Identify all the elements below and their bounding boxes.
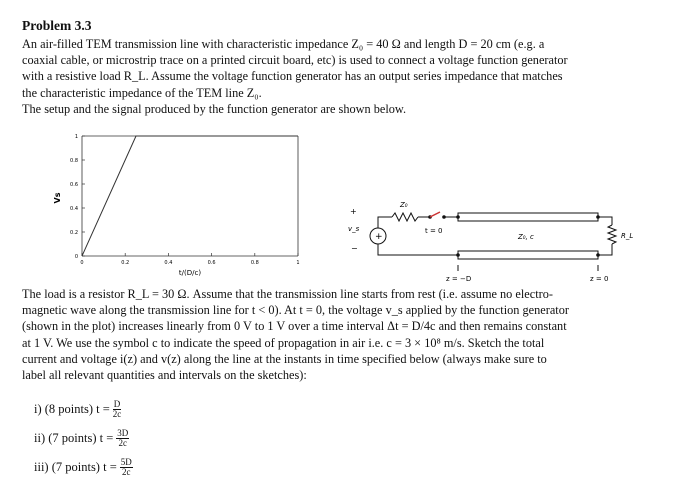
body-line: The load is a resistor R_L = 30 Ω. Assume that the transmission line starts from rest (i.e. assume no electro- <box>22 287 553 301</box>
x-tick-label: 0.8 <box>250 260 259 266</box>
plot-xlabel: t/(D/c) <box>178 269 202 277</box>
circuit-diagram <box>340 195 640 285</box>
question-label: i) (8 points) t = <box>34 402 110 416</box>
intro-line: An air-filled TEM transmission line with characteristic impedance Z₀ = 40 Ω and length D = 20 cm (e.g. a <box>22 37 545 51</box>
load-resistor <box>608 225 616 244</box>
question-item <box>34 395 133 424</box>
body-line: (shown in the plot) increases linearly from 0 V to 1 V over a time interval Δt = D/4c and then remains constant <box>22 319 567 334</box>
switch-label: t = 0 <box>425 227 443 235</box>
time-fraction: $\frac{D}{2c}$ <box>112 399 122 419</box>
x-tick-label: 0 <box>80 260 84 266</box>
x-tick-label: 0.4 <box>164 260 173 266</box>
y-tick-label: 0.4 <box>70 206 78 212</box>
x-tick-label: 0.6 <box>207 260 216 266</box>
y-tick-label: 1 <box>74 134 78 140</box>
time-fraction: $\frac{3D}{2c}$ <box>117 428 129 448</box>
body-line: at 1 V. We use the symbol c to indicate the speed of propagation in air i.e. c = 3 × 10⁸ m/s. Sketch the total <box>22 335 545 350</box>
pos-right-label: z = 0 <box>590 275 609 283</box>
source-plus: + <box>350 207 357 216</box>
intro-line: coaxial cable, or microstrip trace on a printed circuit board, etc) is used to connect a voltage function generator <box>22 53 568 68</box>
svg-text:+: + <box>375 232 383 242</box>
intro-line: The setup and the signal produced by the function generator are shown below. <box>22 101 407 116</box>
question-label: ii) (7 points) t = <box>34 431 114 445</box>
z0-label: Z₀ <box>400 201 408 209</box>
series-resistor <box>392 213 418 221</box>
problem-body <box>22 286 682 383</box>
source-voltage-plot <box>48 128 308 278</box>
source-label: v_s <box>348 225 360 233</box>
y-tick-label: 0 <box>74 254 78 260</box>
intro-line: the characteristic impedance of the TEM line Z₀. <box>22 85 262 100</box>
pos-left-label: z = −D <box>446 275 472 283</box>
x-tick-label: 0.2 <box>121 260 130 266</box>
time-fraction: $\frac{5D}{2c}$ <box>120 457 132 477</box>
tline-bottom <box>458 251 598 259</box>
question-item <box>34 453 133 482</box>
intro-line: with a resistive load R_L. Assume the voltage function generator has an output series impedance that matches <box>22 69 563 84</box>
problem-title: Problem 3.3 <box>22 18 92 33</box>
problem-intro <box>22 36 682 117</box>
y-tick-label: 0.8 <box>70 158 78 164</box>
tline-label: Z₀, c <box>518 233 534 241</box>
question-list <box>34 395 133 482</box>
y-tick-label: 0.2 <box>70 230 78 236</box>
body-line: magnetic wave along the transmission line for t < 0). At t = 0, the voltage v_s applied by the function generator <box>22 303 569 318</box>
x-tick-label: 1 <box>296 260 300 266</box>
question-item <box>34 424 133 453</box>
tline-top <box>458 213 598 221</box>
load-label: R_L <box>621 232 634 240</box>
question-label: iii) (7 points) t = <box>34 460 117 474</box>
switch <box>430 212 440 217</box>
source-minus: − <box>351 244 358 253</box>
signal-line <box>82 136 298 256</box>
y-tick-label: 0.6 <box>70 182 78 188</box>
body-line: current and voltage i(z) and v(z) along the line at the instants in time specified below (always make sure to <box>22 351 547 366</box>
body-line: label all relevant quantities and intervals on the sketches): <box>22 368 307 383</box>
plot-ylabel: Vs <box>53 192 62 204</box>
